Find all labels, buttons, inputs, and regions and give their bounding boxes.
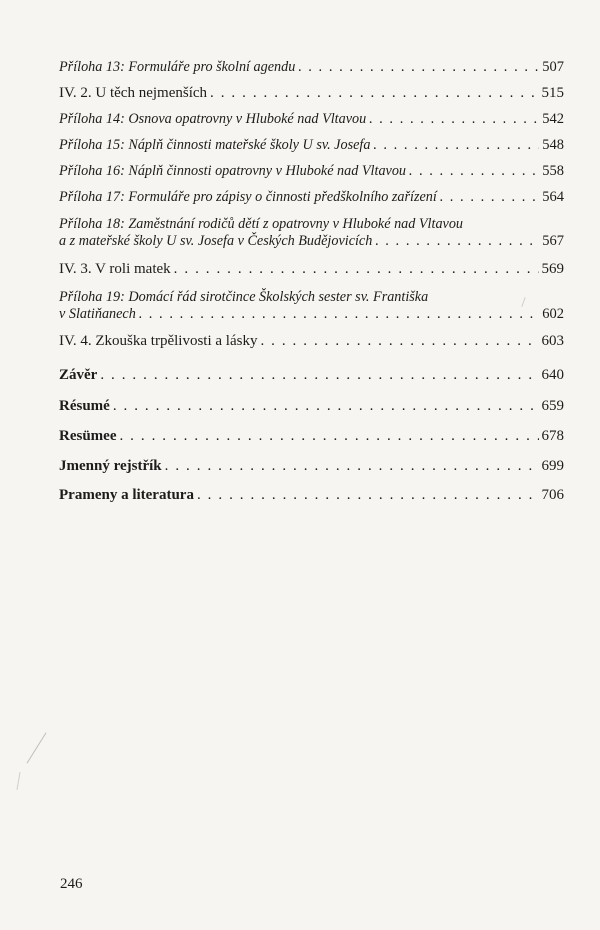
toc-entry-page: 569 [541,261,564,277]
dot-leader [165,458,539,475]
toc-entry [59,111,564,137]
dot-leader [174,261,539,278]
toc-entry [59,458,564,487]
toc-entry-page: 558 [542,163,564,179]
toc-entry-page: 603 [541,333,564,349]
toc-entry-title-line: Příloha 18: Zaměstnání rodičů dětí z opatrovny v Hluboké nad Vltavou [59,216,464,232]
table-of-contents [59,59,564,515]
page-number: 246 [60,876,83,892]
toc-entry [59,367,564,398]
toc-entry-title: Résumé [59,398,110,414]
toc-entry [59,215,564,261]
toc-entry-title: Závěr [59,367,98,383]
toc-entry-title: Příloha 17: Formuláře pro zápisy o činnosti předškolního zařízení [59,189,437,205]
toc-entry-page: 567 [542,233,564,249]
toc-entry-title: IV. 2. U těch nejmenších [59,85,208,101]
toc-entry-page: 706 [541,487,564,503]
toc-entry-page: 602 [542,306,564,322]
dot-leader [210,85,538,102]
toc-entry [59,398,564,428]
dot-leader [113,398,539,415]
toc-entry-title: Příloha 14: Osnova opatrovny v Hluboké nad Vltavou [59,111,367,127]
dot-leader [373,137,539,154]
toc-entry [59,487,564,515]
toc-entry-page: 659 [541,398,564,414]
toc-entry-title: IV. 3. V roli matek [59,261,171,277]
toc-entry [59,137,564,163]
toc-entry-title: a z mateřské školy U sv. Josefa v Českých Budějovicích [59,233,373,249]
toc-entry-page: 507 [542,59,564,75]
toc-entry [59,189,564,215]
toc-entry-page: 564 [542,189,564,205]
toc-entry-title: IV. 4. Zkouška trpělivosti a lásky [59,333,258,349]
dot-leader [119,428,538,445]
toc-entry-title: Příloha 16: Náplň činnosti opatrovny v Hluboké nad Vltavou [59,163,407,179]
toc-entry-title: Příloha 13: Formuláře pro školní agendu [59,59,296,75]
toc-entry [59,163,564,189]
toc-entry [59,85,564,111]
toc-entry-title: v Slatiňanech [59,306,136,322]
toc-entry-page: 678 [541,428,564,444]
dot-leader [440,189,539,206]
toc-entry [59,261,564,287]
toc-entry [59,287,564,333]
dot-leader [139,306,539,323]
toc-entry-page: 515 [541,85,564,101]
toc-entry-title-line: Příloha 19: Domácí řád sirotčince Školských sester sv. Františka [59,289,429,305]
scan-mark [16,772,20,790]
toc-entry-page: 548 [542,137,564,153]
dot-leader [197,487,539,504]
toc-entry-title: Příloha 15: Náplň činnosti mateřské školy U sv. Josefa [59,137,371,153]
toc-entry-title: Jmenný rejstřík [59,458,162,474]
dot-leader [409,163,539,180]
dot-leader [260,333,538,350]
toc-entry-page: 640 [541,367,564,383]
dot-leader [375,233,539,250]
dot-leader [369,111,539,128]
dot-leader [298,59,539,76]
toc-entry [59,333,564,367]
toc-entry-title: Prameny a literatura [59,487,194,503]
dot-leader [100,367,538,384]
toc-entry-page: 699 [541,458,564,474]
toc-entry-title: Resümee [59,428,117,444]
scan-mark [27,732,47,763]
toc-entry-page: 542 [542,111,564,127]
toc-entry [59,59,564,85]
toc-entry [59,428,564,458]
